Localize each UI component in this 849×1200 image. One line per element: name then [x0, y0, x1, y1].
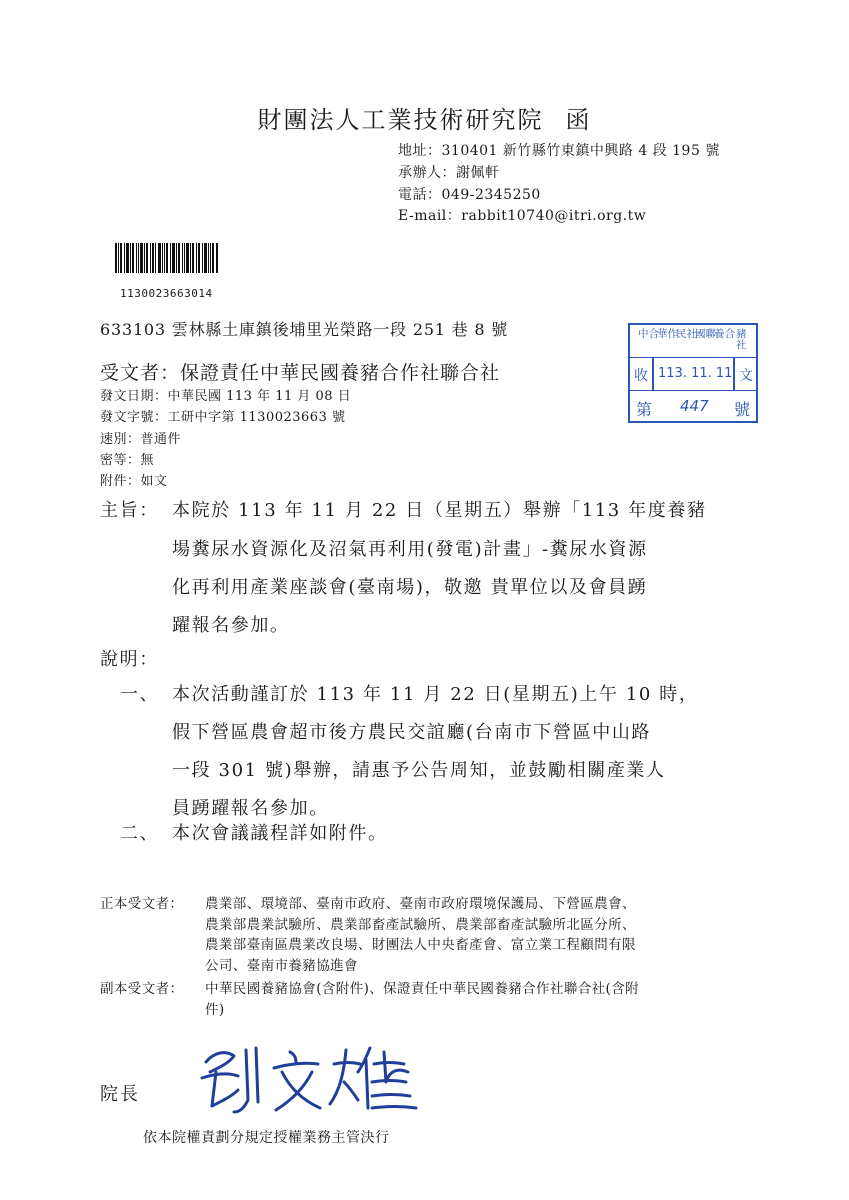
subject-line: 本院於 113 年 11 月 22 日（星期五）舉辦「113 年度養豬 [172, 500, 707, 521]
explanation-line: 假下營區農會超市後方農民交誼廳(台南市下營區中山路 [172, 722, 652, 743]
signatory-title: 院長 [100, 1084, 140, 1105]
sender-address: 地址：310401 新竹縣竹東鎮中興路 4 段 195 號 [398, 143, 720, 159]
stamp-org-col: 豬社 [736, 328, 747, 351]
explanation-line: 一段 301 號)舉辦，請惠予公告周知，並鼓勵相關產業人 [172, 760, 666, 781]
stamp-number-value: 447 [680, 397, 709, 415]
doc-type: 函 [565, 106, 592, 134]
authorization-note: 依本院權責劃分規定授權業務主管決行 [143, 1130, 390, 1146]
explanation-line: 員踴躍報名參加。 [172, 798, 329, 819]
primary-recipients-line: 農業部、環境部、臺南市政府、臺南市政府環境保護局、下營區農會、 [205, 896, 636, 912]
subject-line: 化再利用產業座談會(臺南場)，敬邀 貴單位以及會員踴 [172, 577, 648, 598]
barcode-number: 1130023663014 [120, 287, 213, 300]
copy-recipients-label: 副本受文者： [100, 981, 184, 997]
recipient: 受文者：保證責任中華民國養豬合作社聯合社 [100, 362, 501, 384]
handwritten-signature [194, 1042, 424, 1116]
phone: 電話：049-2345250 [398, 187, 541, 203]
subject-label: 主旨： [100, 500, 159, 521]
stamp-received-date: 113. 11. 11 [658, 366, 733, 381]
document-title [0, 100, 849, 135]
stamp-org-col: 華作 [657, 328, 678, 340]
speed-class: 速別：普通件 [100, 432, 182, 447]
explanation-line: 本次活動謹訂於 113 年 11 月 22 日(星期五)上午 10 時， [172, 684, 699, 705]
barcode [115, 243, 218, 273]
copy-recipients-line: 件) [205, 1002, 225, 1018]
subject-line: 場糞尿水資源化及沼氣再利用(發電)計畫」-糞尿水資源 [172, 539, 648, 560]
document-number: 發文字號：工研中字第 1130023663 號 [100, 410, 346, 425]
copy-recipients-line: 中華民國養豬協會(含附件)、保證責任中華民國養豬合作社聯合社(含附 [205, 981, 639, 997]
stamp-received-label: 收 [634, 368, 648, 384]
received-stamp [628, 323, 758, 423]
stamp-doc-label: 文 [739, 368, 753, 384]
stamp-number-row [630, 391, 756, 421]
stamp-org-col: 養合 [714, 328, 735, 340]
subject-line: 躍報名參加。 [172, 615, 290, 636]
stamp-number-suffix: 號 [734, 400, 751, 419]
explanation-item-number: 一、 [120, 684, 160, 705]
explanation-item-number: 二、 [120, 823, 160, 844]
email: E-mail：rabbit10740@itri.org.tw [398, 208, 647, 224]
primary-recipients-label: 正本受文者： [100, 896, 184, 912]
handler: 承辦人：謝佩軒 [398, 165, 500, 181]
stamp-org-col: 民社 [676, 328, 697, 340]
org-name: 財團法人工業技術研究院 [257, 106, 544, 134]
stamp-org-col: 國聯 [695, 328, 716, 340]
attachment-note: 附件：如文 [100, 474, 168, 489]
primary-recipients-line: 農業部農業試驗所、農業部畜產試驗所、農業部畜產試驗所北區分所、 [205, 917, 636, 933]
recipient-address: 633103 雲林縣土庫鎮後埔里光榮路一段 251 巷 8 號 [100, 320, 509, 339]
stamp-date-row [630, 358, 756, 391]
stamp-number-prefix: 第 [636, 400, 653, 419]
primary-recipients-line: 農業部臺南區農業改良場、財團法人中央畜產會、富立業工程顧問有限 [205, 937, 636, 953]
explanation-line: 本次會議議程詳如附件。 [172, 823, 388, 844]
explanation-label: 說明： [100, 649, 159, 670]
stamp-org-row [630, 325, 756, 358]
stamp-org-col: 中合 [638, 328, 659, 340]
secrecy-level: 密等：無 [100, 453, 155, 468]
issue-date: 發文日期：中華民國 113 年 11 月 08 日 [100, 389, 352, 404]
primary-recipients-line: 公司、臺南市養豬協進會 [205, 958, 358, 974]
